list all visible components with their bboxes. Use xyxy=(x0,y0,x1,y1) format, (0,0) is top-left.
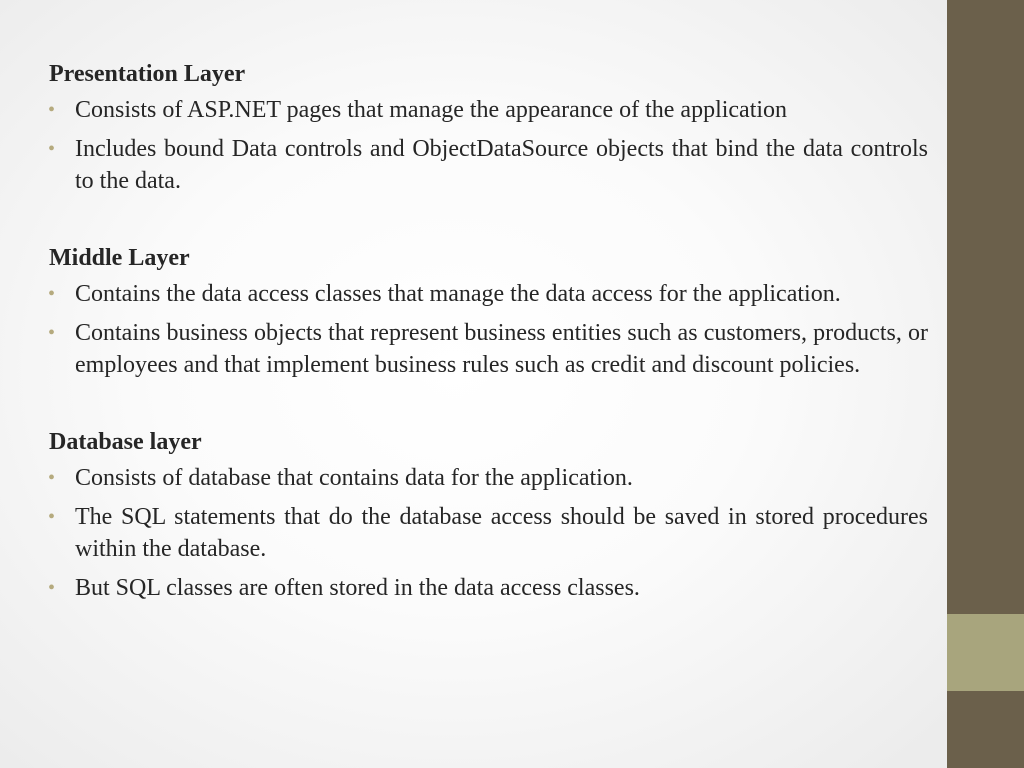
section-middle-layer xyxy=(48,242,928,381)
bullet-item xyxy=(48,462,928,494)
bullet-text: The SQL statements that do the database access should be saved in stored procedures within the database. xyxy=(75,504,928,562)
bullet-item xyxy=(48,501,928,565)
bullet-list xyxy=(48,462,928,604)
bullet-text: Includes bound Data controls and ObjectDataSource objects that bind the data controls to the data. xyxy=(75,136,928,194)
side-bar xyxy=(947,0,1024,768)
bullet-icon: • xyxy=(48,99,56,121)
section-presentation-layer xyxy=(48,58,928,197)
bullet-item xyxy=(48,317,928,381)
bullet-list xyxy=(48,278,928,381)
bullet-text: Contains business objects that represent business entities such as customers, products, or employees and that implement business rules such as credit and discount policies. xyxy=(75,320,928,378)
bullet-icon: • xyxy=(48,138,56,160)
bullet-item xyxy=(48,94,928,126)
bullet-icon: • xyxy=(48,506,56,528)
section-heading: Middle Layer xyxy=(49,245,190,271)
bullet-list xyxy=(48,94,928,197)
bullet-icon: • xyxy=(48,283,56,305)
section-database-layer xyxy=(48,426,928,604)
bullet-text: But SQL classes are often stored in the data access classes. xyxy=(75,575,640,601)
bullet-text: Contains the data access classes that manage the data access for the application. xyxy=(75,281,841,307)
bullet-item xyxy=(48,133,928,197)
bullet-item xyxy=(48,278,928,310)
slide-content xyxy=(48,58,928,611)
section-heading: Presentation Layer xyxy=(49,61,246,87)
bullet-text: Consists of database that contains data for the application. xyxy=(75,465,633,491)
side-bar-accent xyxy=(947,614,1024,691)
bullet-icon: • xyxy=(48,322,56,344)
bullet-item xyxy=(48,572,928,604)
section-heading: Database layer xyxy=(49,429,202,455)
bullet-text: Consists of ASP.NET pages that manage the appearance of the application xyxy=(75,97,788,123)
bullet-icon: • xyxy=(48,467,56,489)
bullet-icon: • xyxy=(48,577,56,599)
